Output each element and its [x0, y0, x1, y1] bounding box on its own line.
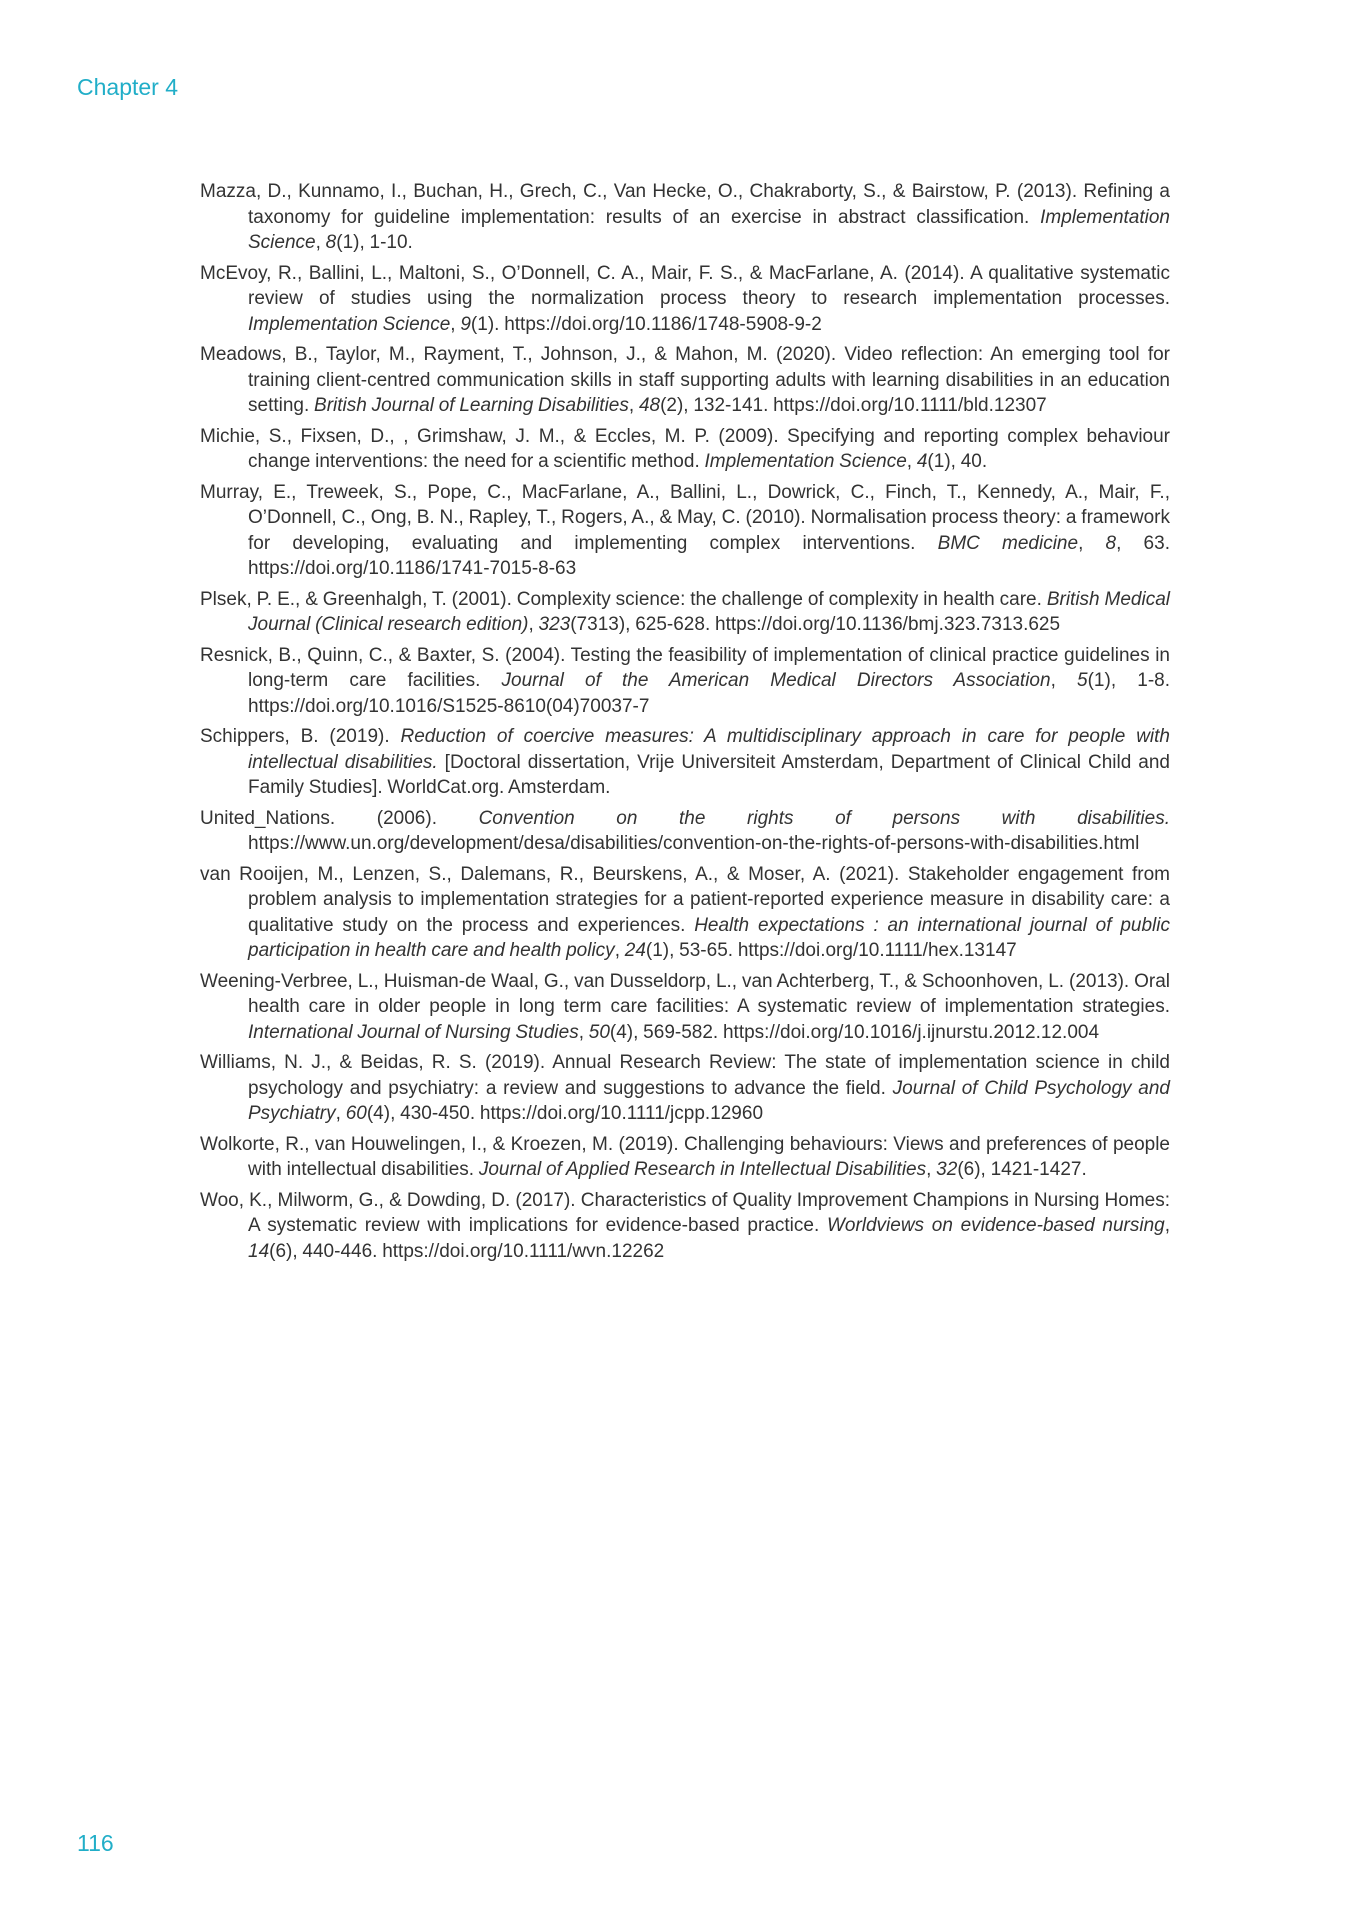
reference-italic-text: Journal of Child Psychology and Psychiatry: [248, 1077, 1170, 1124]
reference-italic-text: 323: [538, 614, 571, 635]
reference-text: ,: [528, 614, 539, 635]
reference-italic-text: Reduction of coercive measures: A multidisciplinary approach in care for people with intellectual disabilities.: [248, 726, 1170, 773]
reference-text: ,: [315, 232, 326, 253]
reference-italic-text: BMC medicine: [937, 532, 1079, 554]
reference-entry: [200, 587, 1170, 638]
reference-text: ,: [578, 1021, 589, 1043]
reference-text: (6), 440-446. https://doi.org/10.1111/wvn.12262: [269, 1240, 665, 1262]
reference-italic-text: 24: [624, 940, 646, 961]
reference-entry: [200, 342, 1170, 419]
reference-text: Williams, N. J., & Beidas, R. S. (2019). Annual Research Review: The state of implementation science in child psychology and psychiatry: a review and suggestions to advance the field.: [200, 1052, 1170, 1099]
reference-italic-text: 4: [916, 451, 928, 472]
reference-italic-text: Convention on the rights of persons with disabilities.: [478, 807, 1170, 829]
reference-text: (1), 53-65. https://doi.org/10.1111/hex.13147: [645, 940, 1017, 961]
reference-text: , 63. https://doi.org/10.1186/1741-7015-8-63: [248, 532, 1170, 579]
reference-entry: [200, 806, 1170, 857]
reference-text: ,: [1050, 670, 1078, 691]
reference-entry: [200, 261, 1170, 338]
reference-entry: [200, 1132, 1170, 1183]
reference-text: ,: [1078, 532, 1106, 554]
reference-text: van Rooijen, M., Lenzen, S., Dalemans, R., Beurskens, A., & Moser, A. (2021). Stakeholder engagement from problem analysis to implementation strategies for a patient-reported experience measure in disability care: a qualitative study on the process and experiences.: [200, 863, 1170, 936]
reference-list: [200, 179, 1170, 1269]
reference-text: McEvoy, R., Ballini, L., Maltoni, S., O’Donnell, C. A., Mair, F. S., & MacFarlane, A. (2014). A qualitative systematic review of studies using the normalization process theory to research implementation processes.: [200, 262, 1170, 309]
reference-text: Weening-Verbree, L., Huisman-de Waal, G., van Dusseldorp, L., van Achterberg, T., & Schoonhoven, L. (2013). Oral health care in older people in long term care facilities: A systematic review of implementation strategies.: [200, 970, 1170, 1017]
reference-text: (2), 132-141. https://doi.org/10.1111/bld.12307: [660, 395, 1047, 416]
reference-entry: [200, 1050, 1170, 1127]
reference-entry: [200, 179, 1170, 256]
reference-italic-text: 32: [936, 1159, 958, 1180]
reference-text: Murray, E., Treweek, S., Pope, C., MacFarlane, A., Ballini, L., Dowrick, C., Finch, T., Kennedy, A., Mair, F., O’Donnell, C., Ong, B. N., Rapley, T., Rogers, A., & May, C. (2010). Normalisation process theory: a framework for developing, evaluating and implementing complex interventions.: [200, 481, 1170, 554]
reference-text: Resnick, B., Quinn, C., & Baxter, S. (2004). Testing the feasibility of implementation of clinical practice guidelines in long-term care facilities.: [200, 644, 1170, 691]
reference-italic-text: 48: [638, 395, 661, 416]
reference-italic-text: Implementation Science: [704, 451, 907, 472]
reference-italic-text: 14: [248, 1240, 270, 1262]
reference-italic-text: Journal of the American Medical Directors Association: [501, 670, 1051, 691]
reference-text: ,: [1164, 1215, 1170, 1236]
reference-text: ,: [335, 1103, 346, 1124]
reference-text: (1), 1-10.: [336, 232, 413, 253]
reference-text: ,: [628, 395, 639, 416]
reference-entry: [200, 643, 1170, 720]
reference-entry: [200, 424, 1170, 475]
reference-italic-text: 5: [1077, 670, 1088, 691]
reference-italic-text: Implementation Science: [248, 313, 451, 335]
reference-italic-text: 60: [345, 1103, 367, 1124]
reference-italic-text: Health expectations : an international journal of public participation in health care and health policy: [248, 914, 1170, 961]
reference-text: Schippers, B. (2019).: [200, 726, 401, 747]
reference-entry: [200, 724, 1170, 801]
reference-italic-text: British Journal of Learning Disabilities: [314, 395, 629, 416]
reference-italic-text: Implementation Science: [248, 206, 1170, 253]
reference-text: [Doctoral dissertation, Vrije Universiteit Amsterdam, Department of Clinical Child and Family Studies]. WorldCat.org. Amsterdam.: [248, 751, 1170, 798]
reference-text: (1), 40.: [927, 451, 988, 472]
reference-italic-text: 8: [325, 232, 337, 253]
reference-text: Plsek, P. E., & Greenhalgh, T. (2001). Complexity science: the challenge of complexity in health care.: [200, 588, 1047, 610]
reference-entry: [200, 1188, 1170, 1265]
reference-text: Wolkorte, R., van Houwelingen, I., & Kroezen, M. (2019). Challenging behaviours: Views and preferences of people with intellectual disabilities.: [200, 1133, 1170, 1180]
reference-text: (4), 430-450. https://doi.org/10.1111/jcpp.12960: [366, 1103, 764, 1124]
reference-italic-text: 9: [460, 313, 471, 335]
reference-entry: [200, 480, 1170, 582]
reference-entry: [200, 862, 1170, 964]
reference-italic-text: International Journal of Nursing Studies: [248, 1021, 579, 1043]
reference-italic-text: Worldviews on evidence-based nursing: [826, 1215, 1165, 1236]
reference-text: Mazza, D., Kunnamo, I., Buchan, H., Grech, C., Van Hecke, O., Chakraborty, S., & Bairstow, P. (2013). Refining a taxonomy for guideline implementation: results of an exercise in abstract classification.: [200, 181, 1170, 228]
reference-text: United_Nations. (2006).: [200, 807, 479, 829]
page-number: 116: [77, 1830, 114, 1856]
reference-entry: [200, 969, 1170, 1046]
reference-text: (7313), 625-628. https://doi.org/10.1136/bmj.323.7313.625: [570, 614, 1061, 635]
reference-text: Michie, S., Fixsen, D., , Grimshaw, J. M., & Eccles, M. P. (2009). Specifying and reporting complex behaviour change interventions: the need for a scientific method.: [200, 425, 1170, 472]
reference-italic-text: 50: [588, 1021, 610, 1043]
reference-italic-text: Journal of Applied Research in Intellectual Disabilities: [478, 1159, 927, 1180]
reference-text: ,: [614, 940, 625, 961]
reference-text: https://www.un.org/development/desa/disabilities/convention-on-the-rights-of-persons-with-disabilities.html: [248, 833, 1140, 854]
reference-text: Meadows, B., Taylor, M., Rayment, T., Johnson, J., & Mahon, M. (2020). Video reflection: An emerging tool for training client-centred communication skills in staff supporting adults with learning disabilities in an education setting.: [200, 344, 1170, 416]
chapter-header: Chapter 4: [77, 74, 179, 100]
reference-text: (1), 1-8. https://doi.org/10.1016/S1525-8610(04)70037-7: [248, 670, 1170, 717]
reference-text: ,: [906, 451, 917, 472]
reference-text: (4), 569-582. https://doi.org/10.1016/j.ijnurstu.2012.12.004: [609, 1021, 1100, 1043]
reference-text: (1). https://doi.org/10.1186/1748-5908-9-2: [470, 313, 822, 335]
reference-text: ,: [926, 1159, 937, 1180]
reference-italic-text: 8: [1105, 532, 1117, 554]
reference-text: ,: [450, 313, 461, 335]
reference-italic-text: British Medical Journal (Clinical research edition): [248, 588, 1170, 635]
reference-text: (6), 1421-1427.: [957, 1159, 1087, 1180]
reference-text: Woo, K., Milworm, G., & Dowding, D. (2017). Characteristics of Quality Improvement Champions in Nursing Homes: A systematic review with implications for evidence-based practice.: [200, 1189, 1170, 1236]
